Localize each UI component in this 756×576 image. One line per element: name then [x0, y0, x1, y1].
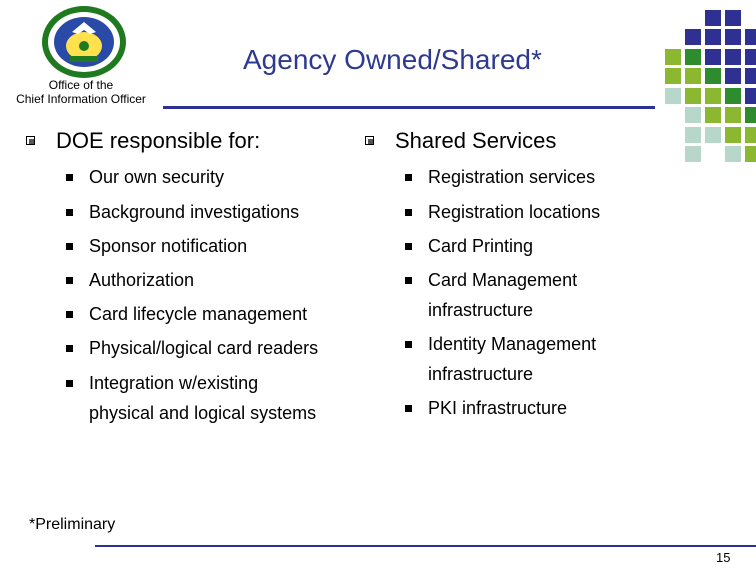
- list-item-continuation: physical and logical systems: [89, 403, 317, 423]
- bullet-icon: [66, 209, 73, 216]
- list-item-text: Our own security: [89, 167, 225, 187]
- grid-square: [685, 107, 701, 123]
- list-item-text: Background investigations: [89, 202, 300, 222]
- list-item-text: Identity Management: [428, 334, 597, 354]
- grid-square: [745, 127, 756, 143]
- grid-square: [725, 29, 741, 45]
- list-item-text: Physical/logical card readers: [89, 338, 319, 358]
- grid-square: [685, 127, 701, 143]
- bullet-icon: [66, 243, 73, 250]
- grid-square: [745, 29, 756, 45]
- grid-square: [745, 68, 756, 84]
- list-item: [428, 330, 596, 359]
- square-bullet-icon: [26, 136, 35, 145]
- list-item: [89, 232, 247, 261]
- footnote: *Preliminary: [29, 516, 116, 533]
- grid-square: [705, 10, 721, 26]
- right-heading: [395, 128, 556, 154]
- list-item: [428, 394, 567, 423]
- list-item-text: Registration locations: [428, 202, 601, 222]
- list-item-continuation: infrastructure: [428, 300, 534, 320]
- list-item: [428, 232, 533, 261]
- grid-square: [705, 127, 721, 143]
- page-title: Agency Owned/Shared*: [243, 44, 542, 75]
- left-heading: [56, 128, 260, 154]
- grid-square: [705, 29, 721, 45]
- list-item: [89, 163, 224, 192]
- bullet-icon: [405, 341, 412, 348]
- list-item-text: Integration w/existing: [89, 373, 259, 393]
- footer-divider: [95, 545, 756, 547]
- list-item-text: Card lifecycle management: [89, 304, 308, 324]
- bullet-icon: [66, 311, 73, 318]
- grid-square: [745, 88, 756, 104]
- list-item: [89, 334, 318, 363]
- grid-square: [665, 88, 681, 104]
- bullet-icon: [66, 380, 73, 387]
- page-number: 15: [716, 550, 731, 565]
- list-item: [89, 198, 299, 227]
- grid-square: [745, 107, 756, 123]
- grid-square: [725, 127, 741, 143]
- list-item-text: Card Management: [428, 270, 578, 290]
- office-line2: Chief Information Officer: [16, 92, 146, 106]
- grid-square: [685, 68, 701, 84]
- list-item-text: Card Printing: [428, 236, 534, 256]
- grid-square: [725, 49, 741, 65]
- grid-square: [685, 146, 701, 162]
- grid-square: [665, 49, 681, 65]
- list-item-continuation: infrastructure: [428, 364, 534, 384]
- office-label: [0, 78, 162, 106]
- list-item: [89, 369, 258, 398]
- grid-square: [705, 107, 721, 123]
- bullet-icon: [405, 174, 412, 181]
- grid-square: [685, 88, 701, 104]
- grid-square: [725, 146, 741, 162]
- doe-seal-logo: [40, 4, 128, 80]
- left-heading-text: DOE responsible for:: [56, 128, 261, 153]
- grid-square: [705, 88, 721, 104]
- header-divider: [163, 106, 655, 109]
- bullet-icon: [405, 405, 412, 412]
- grid-square: [725, 88, 741, 104]
- grid-square: [725, 107, 741, 123]
- right-heading-text: Shared Services: [395, 128, 557, 153]
- grid-square: [705, 49, 721, 65]
- office-line1: Office of the: [48, 78, 114, 92]
- bullet-icon: [66, 345, 73, 352]
- list-item: [428, 163, 595, 192]
- grid-square: [725, 10, 741, 26]
- list-item-text: Registration services: [428, 167, 596, 187]
- list-item: [89, 300, 307, 329]
- grid-square: [685, 29, 701, 45]
- grid-square: [705, 68, 721, 84]
- bullet-icon: [66, 277, 73, 284]
- list-item: [428, 198, 600, 227]
- square-bullet-icon: [365, 136, 374, 145]
- list-item-text: PKI infrastructure: [428, 398, 568, 418]
- grid-square: [725, 68, 741, 84]
- list-item-text: Authorization: [89, 270, 195, 290]
- list-item: [428, 266, 577, 295]
- bullet-icon: [405, 209, 412, 216]
- bullet-icon: [66, 174, 73, 181]
- grid-square: [745, 49, 756, 65]
- bullet-icon: [405, 277, 412, 284]
- list-item: [89, 266, 194, 295]
- list-item-text: Sponsor notification: [89, 236, 248, 256]
- bullet-icon: [405, 243, 412, 250]
- grid-square: [745, 146, 756, 162]
- grid-square: [665, 68, 681, 84]
- grid-square: [685, 49, 701, 65]
